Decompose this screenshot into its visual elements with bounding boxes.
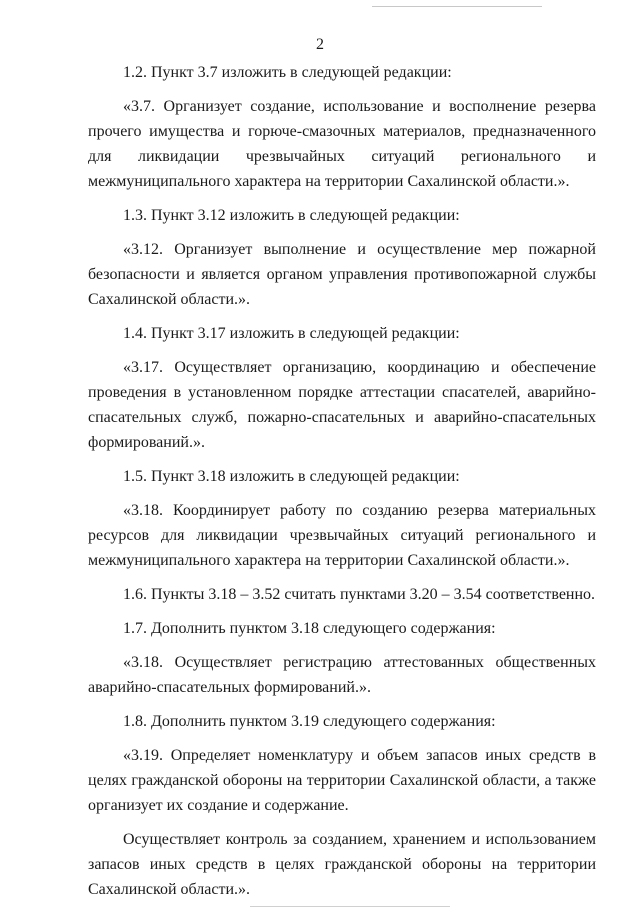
scan-edge-mark — [250, 906, 450, 907]
paragraph-3-19-text: «3.19. Определяет номенклатуру и объем запасов иных средств в целях гражданской обороны на территории Сахалинской области, а также организует их создание и содержание. — [88, 747, 596, 814]
paragraph-new-3-18-text: «3.18. Осуществляет регистрацию аттестованных общественных аварийно-спасательных формирований.». — [88, 654, 596, 696]
paragraph-1-5-heading: 1.5. Пункт 3.18 изложить в следующей редакции: — [123, 468, 460, 485]
paragraph-1-7-heading: 1.7. Дополнить пунктом 3.18 следующего содержания: — [123, 620, 496, 637]
paragraph-3-17-text: «3.17. Осуществляет организацию, координацию и обеспечение проведения в установленном порядке аттестации спасателей, аварийно-спасательных служб, пожарно-спасательных и аварийно-спасательных формирований.». — [88, 359, 596, 451]
document-body — [88, 60, 596, 902]
paragraph-1-3-heading: 1.3. Пункт 3.12 изложить в следующей редакции: — [123, 207, 460, 224]
page-number: 2 — [316, 36, 324, 53]
paragraph-1-4-heading: 1.4. Пункт 3.17 изложить в следующей редакции: — [123, 325, 460, 342]
paragraph-3-7-text: «3.7. Организует создание, использование и восполнение резерва прочего имущества и горюче-смазочных материалов, предназначенного для ликвидации чрезвычайных ситуаций регионального и межмуниципального характера на территории Сахалинской области.». — [88, 98, 596, 190]
paragraph-3-12-text: «3.12. Организует выполнение и осуществление мер пожарной безопасности и является органом управления противопожарной службы Сахалинской области.». — [88, 241, 596, 308]
paragraph-1-2-heading: 1.2. Пункт 3.7 изложить в следующей редакции: — [123, 64, 452, 81]
scan-edge-mark — [372, 6, 542, 7]
paragraph-3-18-text: «3.18. Координирует работу по созданию резерва материальных ресурсов для ликвидации чрезвычайных ситуаций регионального и межмуниципального характера на территории Сахалинской области.». — [88, 502, 596, 569]
paragraph-control-text: Осуществляет контроль за созданием, хранением и использованием запасов иных средств в целях гражданской обороны на территории Сахалинской области.». — [88, 831, 596, 898]
paragraph-1-6-text: 1.6. Пункты 3.18 – 3.52 считать пунктами 3.20 – 3.54 соответственно. — [123, 586, 596, 603]
paragraph-1-8-heading: 1.8. Дополнить пунктом 3.19 следующего содержания: — [123, 713, 496, 730]
